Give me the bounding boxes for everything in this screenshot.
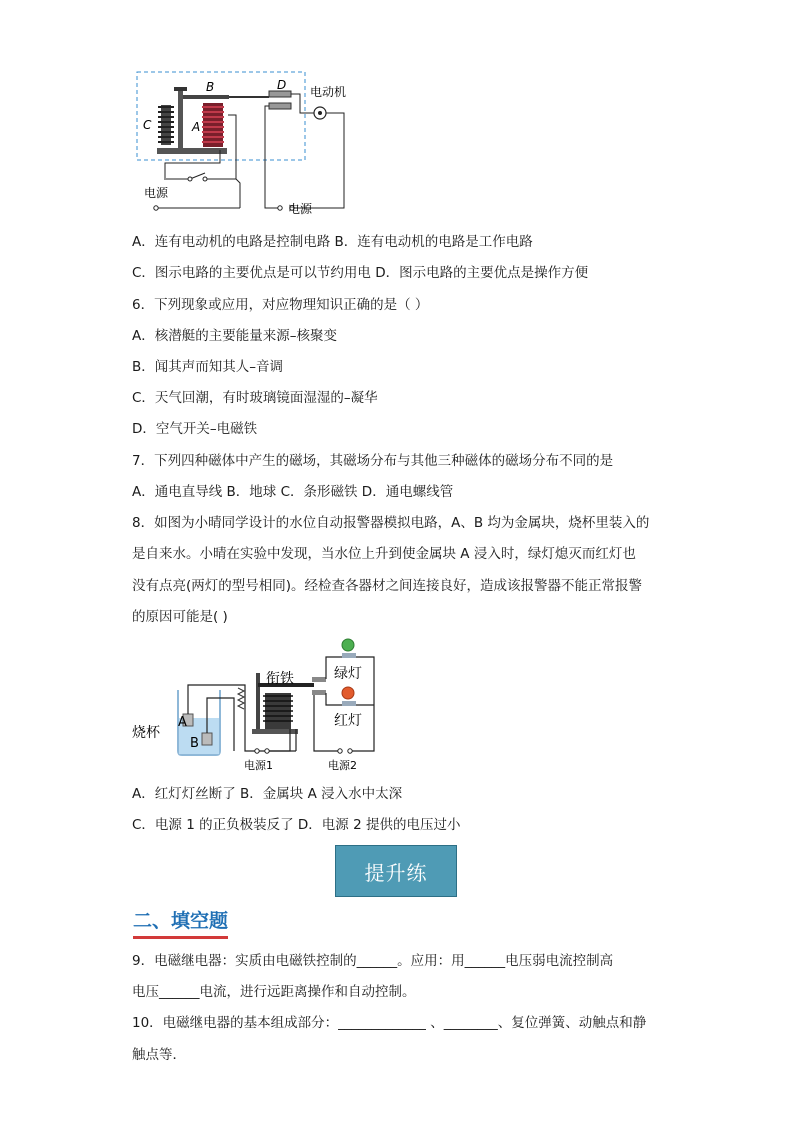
q8-line-3: 没有点亮(两灯的型号相同)。经检查各器材之间连接良好，造成该报警器不能正常报警: [132, 578, 643, 594]
green-lamp-label: 绿灯: [334, 666, 362, 682]
water-alarm-figure: [130, 633, 390, 778]
q6-option-c: C．天气回潮，有时玻璃镜面湿湿的–凝华: [132, 390, 378, 406]
q10-line-2: 触点等．: [132, 1047, 186, 1063]
coil-a: [202, 103, 224, 147]
q6-option-b: B．闻其声而知其人–音调: [132, 359, 284, 375]
practice-banner: 提升练: [335, 845, 457, 897]
motor-label: 电动机: [310, 85, 347, 99]
green-lamp-icon: [342, 639, 356, 658]
source1-label: 电源1: [244, 759, 273, 772]
red-lamp-icon: [342, 687, 356, 706]
label-b: B: [206, 80, 215, 94]
beaker-label: 烧杯: [132, 725, 160, 741]
section-title: 二、填空题: [133, 910, 228, 939]
q8-line-2: 是自来水。小晴在实验中发现，当水位上升到使金属块 A 浸入时，绿灯熄灭而红灯也: [132, 546, 636, 562]
red-lamp-label: 红灯: [334, 713, 362, 729]
relay-circuit-figure: [130, 65, 370, 225]
label-c: C: [143, 118, 152, 132]
label-a: A: [192, 120, 201, 134]
q8-line-1: 8．如图为小晴同学设计的水位自动报警器模拟电路，A、B 均为金属块，烧杯里装入的: [132, 515, 650, 531]
q7-stem: 7．下列四种磁体中产生的磁场，其磁场分布与其他三种磁体的磁场分布不同的是: [132, 453, 614, 469]
q8-option-cd: C．电源 1 的正负极装反了 D．电源 2 提供的电压过小: [132, 817, 461, 833]
q8-option-ab: A．红灯灯丝断了 B．金属块 A 浸入水中太深: [132, 786, 403, 802]
q5-option-cd: C．图示电路的主要优点是可以节约用电 D．图示电路的主要优点是操作方便: [132, 265, 589, 281]
coil-c: [158, 105, 174, 145]
block-b-label: B: [190, 736, 199, 751]
q9-line-2: 电压______电流，进行远距离操作和自动控制。: [132, 984, 416, 1000]
q5-option-ab: A．连有电动机的电路是控制电路 B．连有电动机的电路是工作电路: [132, 234, 533, 250]
q7-options: A．通电直导线 B．地球 C．条形磁铁 D．通电螺线管: [132, 484, 454, 500]
q8-line-4: 的原因可能是( ): [132, 609, 228, 625]
armature-label: 衔铁: [266, 671, 294, 687]
q10-line-1: 10．电磁继电器的基本组成部分：_____________ 、________、复位弹簧、动触点和静: [132, 1015, 647, 1031]
source-right-label: 电源: [288, 202, 313, 216]
label-d: D: [277, 78, 287, 92]
block-a-label: A: [178, 715, 187, 730]
q6-stem: 6．下列现象或应用，对应物理知识正确的是（ ）: [132, 297, 429, 313]
source-left-label: 电源: [144, 186, 169, 200]
source2-label: 电源2: [328, 759, 357, 772]
q6-option-d: D．空气开关–电磁铁: [132, 421, 258, 437]
q6-option-a: A．核潜艇的主要能量来源–核聚变: [132, 328, 337, 344]
q9-line-1: 9．电磁继电器：实质由电磁铁控制的______。应用：用______电压弱电流控制高: [132, 953, 614, 969]
